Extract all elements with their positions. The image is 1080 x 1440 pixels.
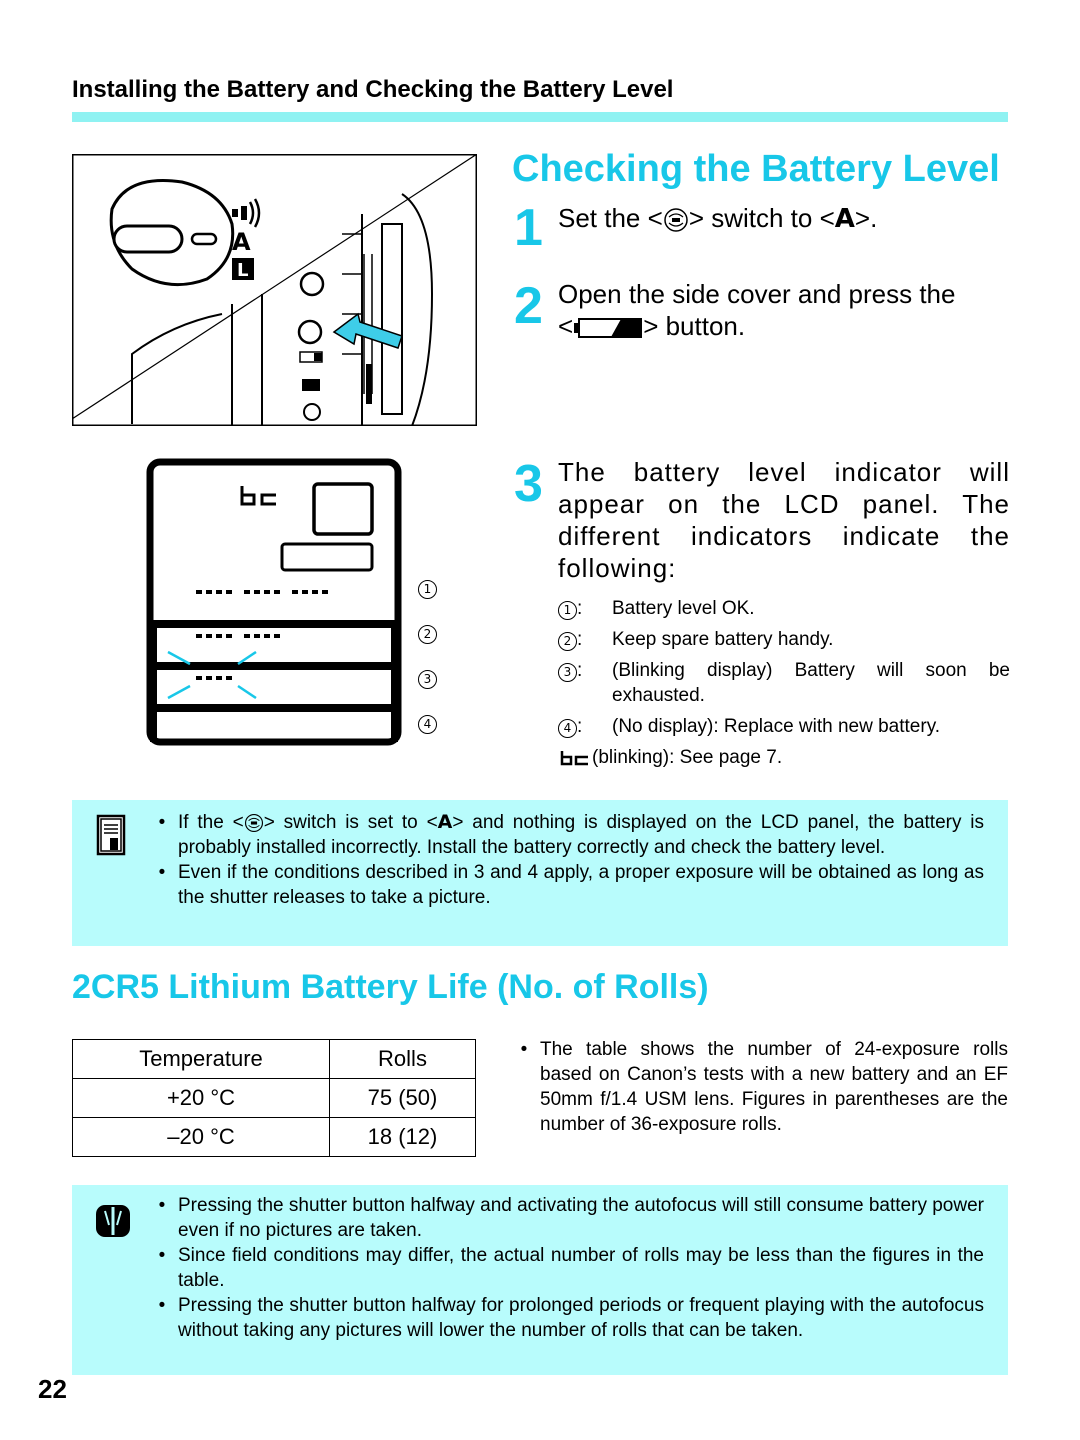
indicator-item: 1 : Battery level OK. [558,596,1010,621]
lcd-label-2: 2 [418,625,437,644]
table-row [73,1079,476,1118]
lcd-label-4: 4 [418,715,437,734]
camera-illustration [72,154,477,426]
list-item: • If the < > switch is set to <A> and nothing is displayed on the LCD panel, the battery is probably installed incorrectly. Install the battery correctly and check the battery level. [158,811,985,858]
bc-note: (blinking): See page 7. [558,745,1010,770]
bc-glyph-icon [558,748,592,768]
column-header-rolls: Rolls [330,1040,476,1079]
column-header-temperature: Temperature [73,1040,330,1079]
indicator-item: 2 : Keep spare battery handy. [558,627,1010,652]
list-item: • Since field conditions may differ, the actual number of rolls may be less than the figures in the table. [158,1245,984,1291]
step-3-number: 3 [514,455,543,513]
header-rule [72,112,1008,122]
table-row [73,1118,476,1157]
battery-life-title: 2CR5 Lithium Battery Life (No. of Rolls) [72,968,709,1006]
step-1-number: 1 [514,199,543,257]
indicator-list [558,596,1010,770]
step-1-text: Set the < > switch to <A>. [558,203,878,234]
note-box-tips [72,800,1008,946]
table-cell: 75 (50) [330,1079,476,1118]
memo-icon [96,814,128,858]
step-2-text: Open the side cover and press the < > button. [558,279,956,341]
indicator-item: 4 : (No display): Replace with new battery. [558,714,1010,739]
list-item: • Even if the conditions described in 3 and 4 apply, a proper exposure will be obtained as long as the shutter releases to take a picture. [158,862,984,908]
step-3-text: The battery level indicator will appear on the LCD panel. The different indicators indicate the following: [558,457,1010,583]
note-caution-list [146,1193,984,1343]
indicator-item: 3 : (Blinking display) Battery will soon be exhausted. [558,658,1010,708]
lcd-panel-illustration [146,458,446,750]
caution-icon [94,1201,132,1241]
note-tips-list [146,810,984,910]
step-2-number: 2 [514,277,543,335]
table-cell: 18 (12) [330,1118,476,1157]
list-item: • Pressing the shutter button halfway and activating the autofocus will still consume battery power even if no pictures are taken. [158,1195,984,1241]
power-switch-icon [244,813,264,833]
checking-title: Checking the Battery Level [512,148,1000,190]
table-cell: +20 °C [73,1079,330,1118]
list-item: • Pressing the shutter button halfway for prolonged periods or frequent playing with the autofocus without taking any pictures will lower the number of rolls that can be taken. [158,1295,984,1341]
svg-text:L: L [237,260,249,281]
table-cell: –20 °C [73,1118,330,1157]
battery-life-table [72,1039,476,1157]
table-note: • The table shows the number of 24-exposure rolls based on Canon’s tests with a new battery and an EF 50mm f/1.4 USM lens. Figures in parentheses are the number of 36-exposure rolls. [520,1039,1008,1135]
lcd-label-1: 1 [418,580,437,599]
table-header-row [73,1040,476,1079]
note-box-caution [72,1185,1008,1375]
section-header: Installing the Battery and Checking the Battery Level [72,76,674,103]
power-switch-icon [663,207,689,233]
lcd-label-3: 3 [418,670,437,689]
battery-check-icon [573,317,643,339]
page-number: 22 [38,1374,67,1404]
mode-a-letter: A [834,204,855,234]
svg-text:A: A [232,228,251,256]
mode-a-letter: A [437,811,453,833]
